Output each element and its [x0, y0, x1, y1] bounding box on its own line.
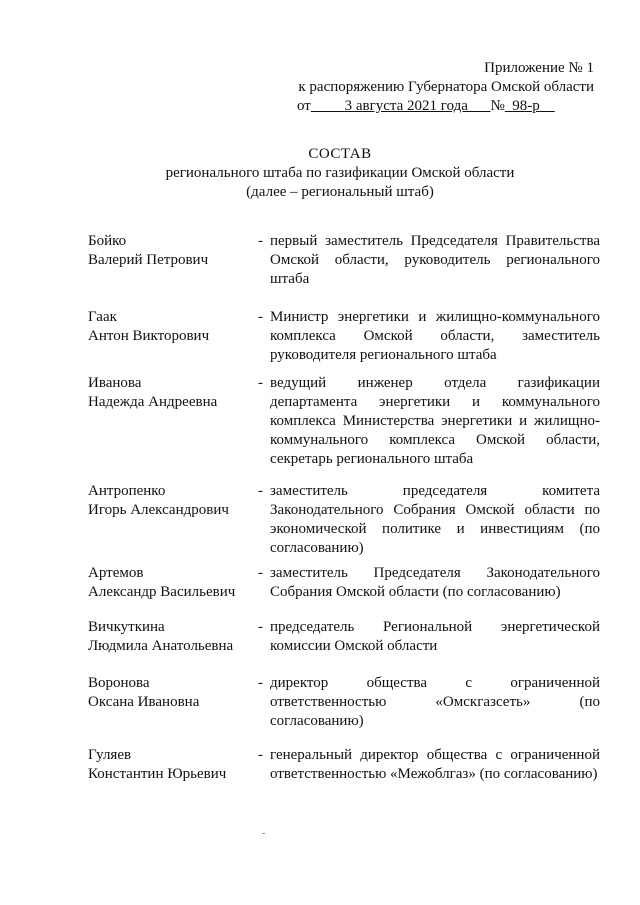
member-surname: Бойко — [88, 233, 127, 249]
scan-speck — [262, 833, 265, 834]
member-role: генеральный директор общества с ограниченной ответственностью «Межоблгаз» (по согласованию) — [270, 747, 600, 782]
member-dash: - — [258, 309, 263, 325]
appendix-title: Приложение № 1 — [484, 60, 594, 76]
member-surname: Гуляев — [88, 747, 132, 763]
member-surname: Воронова — [88, 675, 150, 691]
member-name — [88, 618, 258, 656]
member-surname: Вичкуткина — [88, 619, 165, 635]
appendix-date-text: 3 августа 2021 года — [344, 98, 468, 114]
member-given-name: Валерий Петрович — [88, 252, 209, 268]
member-surname: Гаак — [88, 309, 117, 325]
appendix-date — [311, 98, 491, 114]
member-given-name: Константин Юрьевич — [88, 766, 227, 782]
member-role: заместитель председателя комитета Законодательного Собрания Омской области по экономической политике и инвестициям (по согласованию) — [270, 483, 600, 556]
member-surname: Иванова — [88, 375, 142, 391]
appendix-number-label: № — [490, 98, 505, 114]
member-name — [88, 482, 258, 520]
appendix-number — [505, 98, 555, 114]
member-dash: - — [258, 375, 263, 391]
member-surname: Антропенко — [88, 483, 166, 499]
heading-subtitle-line2: (далее – региональный штаб) — [246, 184, 434, 200]
member-name — [88, 564, 258, 602]
appendix-date-line — [264, 97, 594, 116]
member-dash: - — [258, 747, 263, 763]
appendix-number-text: 98-р — [512, 98, 540, 114]
appendix-reference: к распоряжению Губернатора Омской области — [298, 79, 594, 95]
appendix-from-label: от — [297, 98, 311, 114]
member-given-name: Александр Васильевич — [88, 584, 236, 600]
appendix-block — [264, 59, 594, 116]
member-surname: Артемов — [88, 565, 144, 581]
member-name — [88, 374, 258, 412]
member-role: директор общества с ограниченной ответственностью «Омскгазсеть» (по согласованию) — [270, 675, 600, 729]
member-dash: - — [258, 565, 263, 581]
member-role: заместитель Председателя Законодательного Собрания Омской области (по согласованию) — [270, 565, 600, 600]
member-dash: - — [258, 675, 263, 691]
member-dash: - — [258, 483, 263, 499]
member-given-name: Оксана Ивановна — [88, 694, 200, 710]
heading-title: СОСТАВ — [308, 146, 372, 162]
member-name — [88, 674, 258, 712]
heading-subtitle-line1: регионального штаба по газификации Омской области — [165, 165, 515, 181]
member-given-name: Игорь Александрович — [88, 502, 229, 518]
member-given-name: Надежда Андреевна — [88, 394, 218, 410]
member-role: первый заместитель Председателя Правительства Омской области, руководитель регионального штаба — [270, 233, 600, 287]
member-name — [88, 308, 258, 346]
member-name — [88, 746, 258, 784]
member-given-name: Антон Викторович — [88, 328, 210, 344]
member-role: Министр энергетики и жилищно-коммунального комплекса Омской области, заместитель руководителя регионального штаба — [270, 309, 600, 363]
member-dash: - — [258, 233, 263, 249]
member-dash: - — [258, 619, 263, 635]
member-role: председатель Региональной энергетической комиссии Омской области — [270, 619, 600, 654]
member-given-name: Людмила Анатольевна — [88, 638, 234, 654]
member-role: ведущий инженер отдела газификации департамента энергетики и коммунального комплекса Министерства энергетики и жилищно-коммунального комплекса Омской области, секретарь регионального штаба — [270, 375, 600, 467]
member-name — [88, 232, 258, 270]
document-heading — [0, 145, 640, 202]
